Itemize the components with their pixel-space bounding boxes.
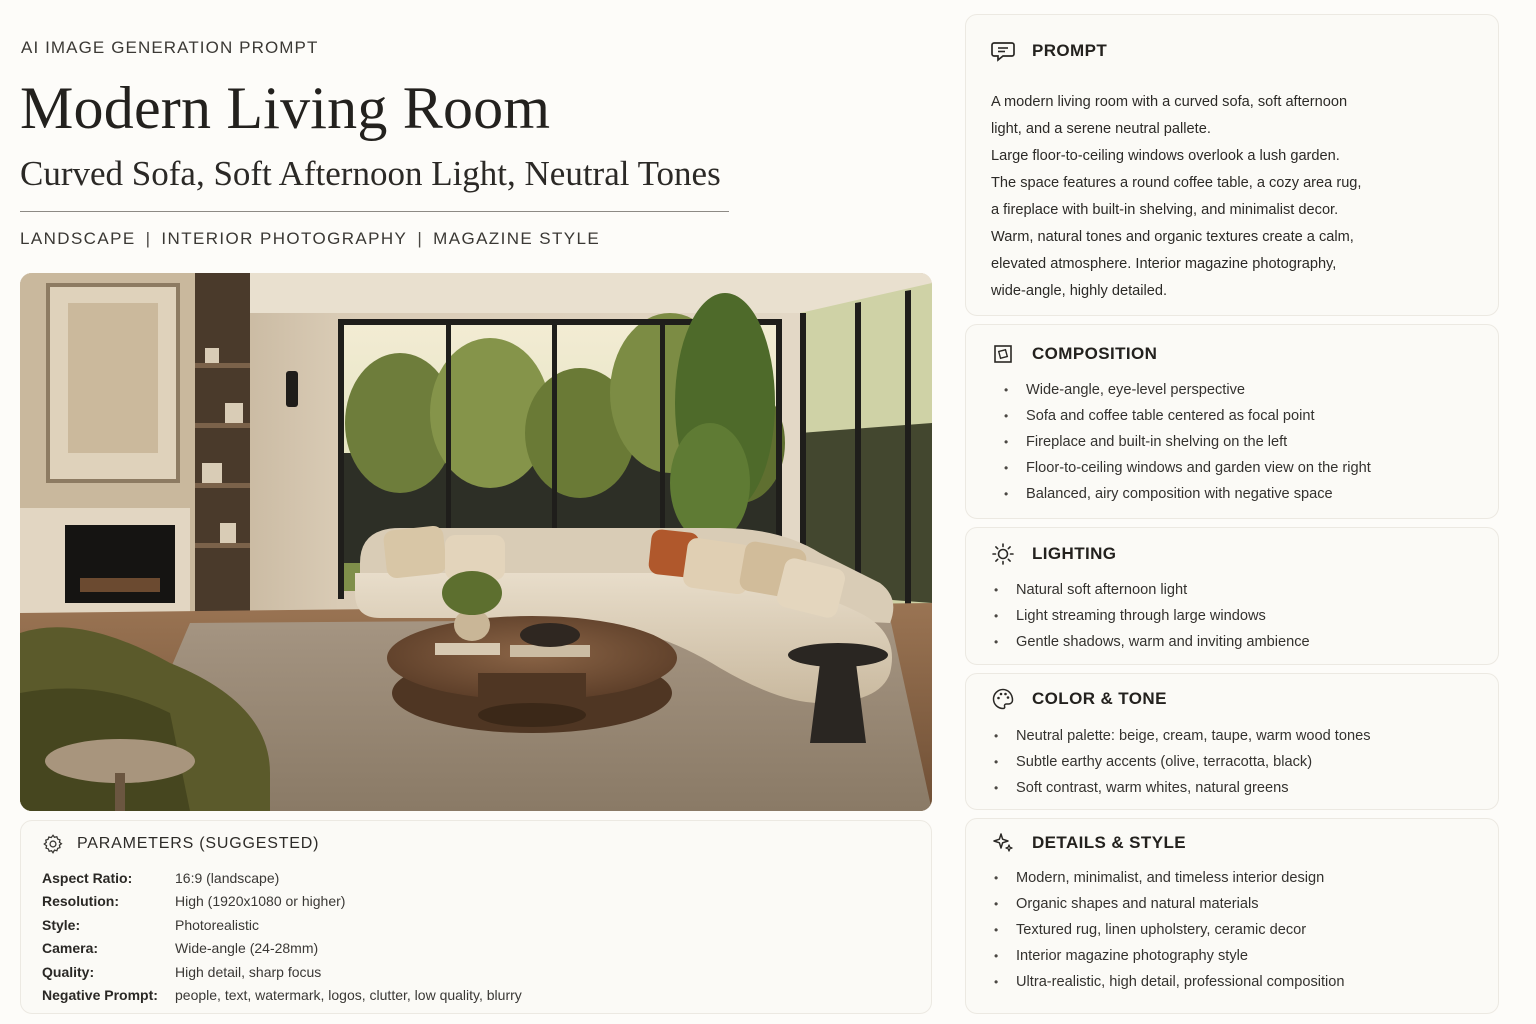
parameters-panel [20, 820, 932, 1014]
list-item: • Modern, minimalist, and timeless interior design [994, 865, 1345, 891]
param-value: Photorealistic [175, 916, 260, 933]
list-item: • Textured rug, linen upholstery, ceramic decor [994, 917, 1345, 943]
parameters-title: PARAMETERS (SUGGESTED) [77, 835, 320, 852]
composition-card [965, 324, 1499, 519]
list-item: • Soft contrast, warm whites, natural greens [994, 775, 1371, 801]
param-key: Resolution: [42, 893, 119, 910]
list-item: • Interior magazine photography style [994, 943, 1345, 969]
parameters-header [42, 833, 319, 855]
details-style-header [990, 830, 1186, 856]
list-item: • Floor-to-ceiling windows and garden view on the right [1004, 455, 1371, 481]
list-item: • Wide-angle, eye-level perspective [1004, 377, 1371, 403]
param-key: Negative Prompt: [42, 987, 158, 1004]
color-tone-list [994, 723, 1371, 801]
prompt-card [965, 14, 1499, 316]
param-key: Style: [42, 916, 81, 933]
list-item: • Ultra-realistic, high detail, professional composition [994, 969, 1345, 995]
list-item: • Neutral palette: beige, cream, taupe, warm wood tones [994, 723, 1371, 749]
living-room-illustration [20, 273, 932, 811]
param-value: 16:9 (landscape) [175, 869, 280, 886]
prompt-line: Warm, natural tones and organic textures create a calm, [991, 229, 1354, 245]
prompt-line: The space features a round coffee table, a cozy area rug, [991, 175, 1362, 191]
prompt-header [990, 38, 1107, 64]
parameters-list [42, 866, 522, 1007]
prompt-body [991, 89, 1391, 305]
details-style-card [965, 818, 1499, 1014]
color-tone-header [990, 686, 1167, 712]
prompt-line: elevated atmosphere. Interior magazine photography, [991, 256, 1337, 272]
gear-icon [42, 833, 64, 855]
tag-magazine-style: MAGAZINE STYLE [433, 229, 601, 248]
list-item: • Natural soft afternoon light [994, 577, 1310, 603]
lighting-title: LIGHTING [1032, 544, 1117, 563]
param-key: Camera: [42, 940, 99, 957]
details-style-list [994, 865, 1345, 995]
prompt-line: A modern living room with a curved sofa, soft afternoon [991, 94, 1348, 110]
tag-landscape: LANDSCAPE [20, 229, 136, 248]
eyebrow-label: AI IMAGE GENERATION PROMPT [21, 38, 319, 57]
tag-interior-photography: INTERIOR PHOTOGRAPHY [161, 229, 408, 248]
lighting-header [990, 541, 1116, 567]
composition-list [1004, 377, 1371, 507]
list-item: • Sofa and coffee table centered as focal point [1004, 403, 1371, 429]
prompt-line: a fireplace with built-in shelving, and minimalist decor. [991, 202, 1339, 218]
details-style-title: DETAILS & STYLE [1032, 833, 1186, 852]
composition-title: COMPOSITION [1032, 344, 1158, 363]
palette-icon [990, 686, 1016, 712]
prompt-line: Large floor-to-ceiling windows overlook a lush garden. [991, 148, 1340, 164]
sparkle-icon [990, 830, 1016, 856]
chat-bubble-icon [990, 38, 1016, 64]
frame-icon [990, 341, 1016, 367]
sun-icon [990, 541, 1016, 567]
list-item: • Balanced, airy composition with negative space [1004, 481, 1371, 507]
color-tone-title: COLOR & TONE [1032, 689, 1167, 708]
param-row-style [42, 913, 522, 937]
prompt-line: light, and a serene neutral pallete. [991, 121, 1211, 137]
title-divider [20, 211, 729, 212]
param-row-aspect-ratio [42, 866, 522, 890]
page-subtitle: Curved Sofa, Soft Afternoon Light, Neutral Tones [20, 154, 721, 193]
param-value: High detail, sharp focus [175, 963, 322, 980]
tag-separator: | [145, 229, 152, 248]
param-row-resolution [42, 890, 522, 914]
color-tone-card [965, 673, 1499, 810]
composition-header [990, 341, 1157, 367]
left-column [20, 0, 932, 1024]
param-key: Aspect Ratio: [42, 869, 133, 886]
param-key: Quality: [42, 963, 95, 980]
prompt-line: wide-angle, highly detailed. [991, 283, 1168, 299]
list-item: • Subtle earthy accents (olive, terracotta, black) [994, 749, 1371, 775]
param-value: people, text, watermark, logos, clutter, low quality, blurry [175, 987, 522, 1004]
lighting-list [994, 577, 1310, 655]
prompt-title: PROMPT [1032, 41, 1108, 60]
param-value: High (1920x1080 or higher) [175, 893, 346, 910]
tag-separator: | [417, 229, 424, 248]
param-row-quality [42, 960, 522, 984]
page-title: Modern Living Room [20, 75, 551, 141]
param-row-negative-prompt [42, 984, 522, 1008]
list-item: • Fireplace and built-in shelving on the left [1004, 429, 1371, 455]
param-row-camera [42, 937, 522, 961]
list-item: • Organic shapes and natural materials [994, 891, 1345, 917]
tag-list [20, 229, 600, 249]
list-item: • Light streaming through large windows [994, 603, 1310, 629]
param-value: Wide-angle (24-28mm) [175, 940, 319, 957]
lighting-card [965, 527, 1499, 665]
list-item: • Gentle shadows, warm and inviting ambience [994, 629, 1310, 655]
living-room-photo [20, 273, 932, 811]
